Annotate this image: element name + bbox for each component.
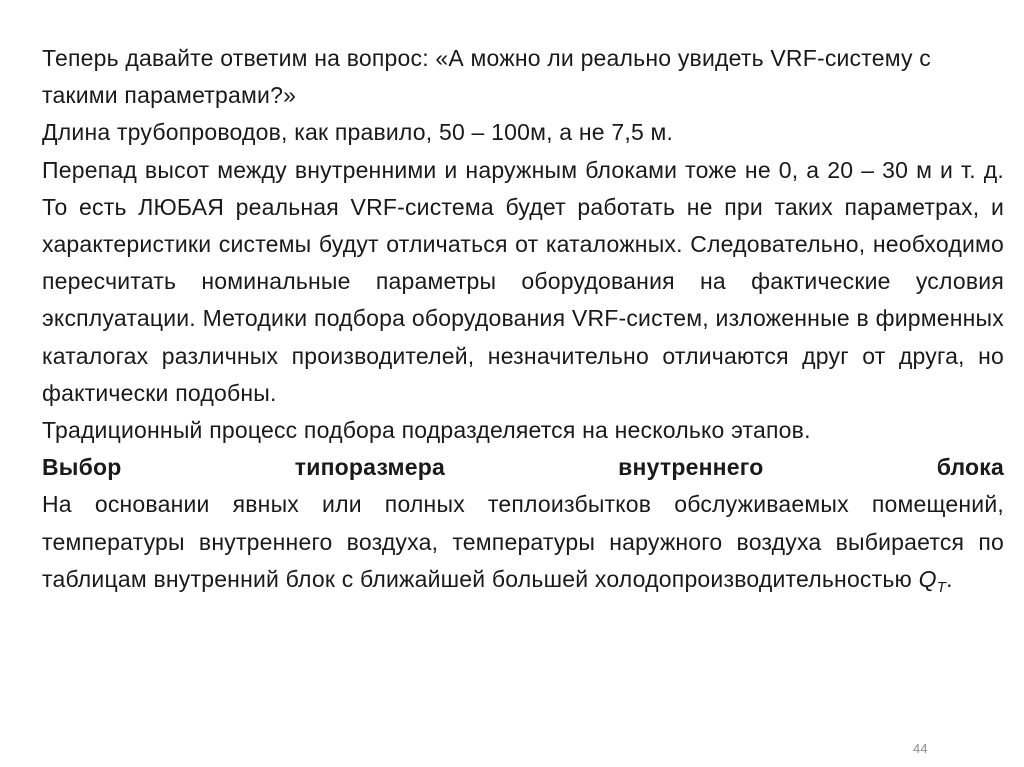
selection-process-paragraph: Традиционный процесс подбора подразделяется на несколько этапов. bbox=[42, 417, 811, 444]
section-heading: Выбор типоразмера внутреннего блока bbox=[42, 454, 1004, 481]
section-body-paragraph bbox=[42, 486, 1004, 598]
page-number: 44 bbox=[913, 741, 928, 756]
height-difference-paragraph: Перепад высот между внутренними и наружным блоками тоже не 0, а 20 – 30 м и т. д. То есть ЛЮБАЯ реальная VRF-система будет работать не при таких параметрах, и характеристики системы будут отличаться от каталожных. Следовательно, необходимо пересчитать номинальные параметры оборудования на фактические условия эксплуатации. Методики подбора оборудования VRF-систем, изложенные в фирменных каталогах различных производителей, незначительно отличаются друг от друга, но фактически подобны. bbox=[42, 156, 1004, 406]
slide-content bbox=[42, 40, 1004, 598]
intro-question-paragraph: Теперь давайте ответим на вопрос: «А можно ли реально увидеть VRF-систему с такими параметрами?» bbox=[42, 45, 931, 109]
cooling-capacity-subscript: T bbox=[936, 578, 947, 596]
pipe-length-paragraph: Длина трубопроводов, как правило, 50 – 100м, а не 7,5 м. bbox=[42, 119, 674, 146]
section-body-period: . bbox=[946, 565, 953, 592]
section-body-text: На основании явных или полных теплоизбытков обслуживаемых помещений, температуры внутреннего воздуха, температуры наружного воздуха выбирается по таблицам внутренний блок с ближайшей большей холодопроизводительностью bbox=[42, 491, 1004, 592]
cooling-capacity-symbol: Q bbox=[918, 565, 937, 592]
